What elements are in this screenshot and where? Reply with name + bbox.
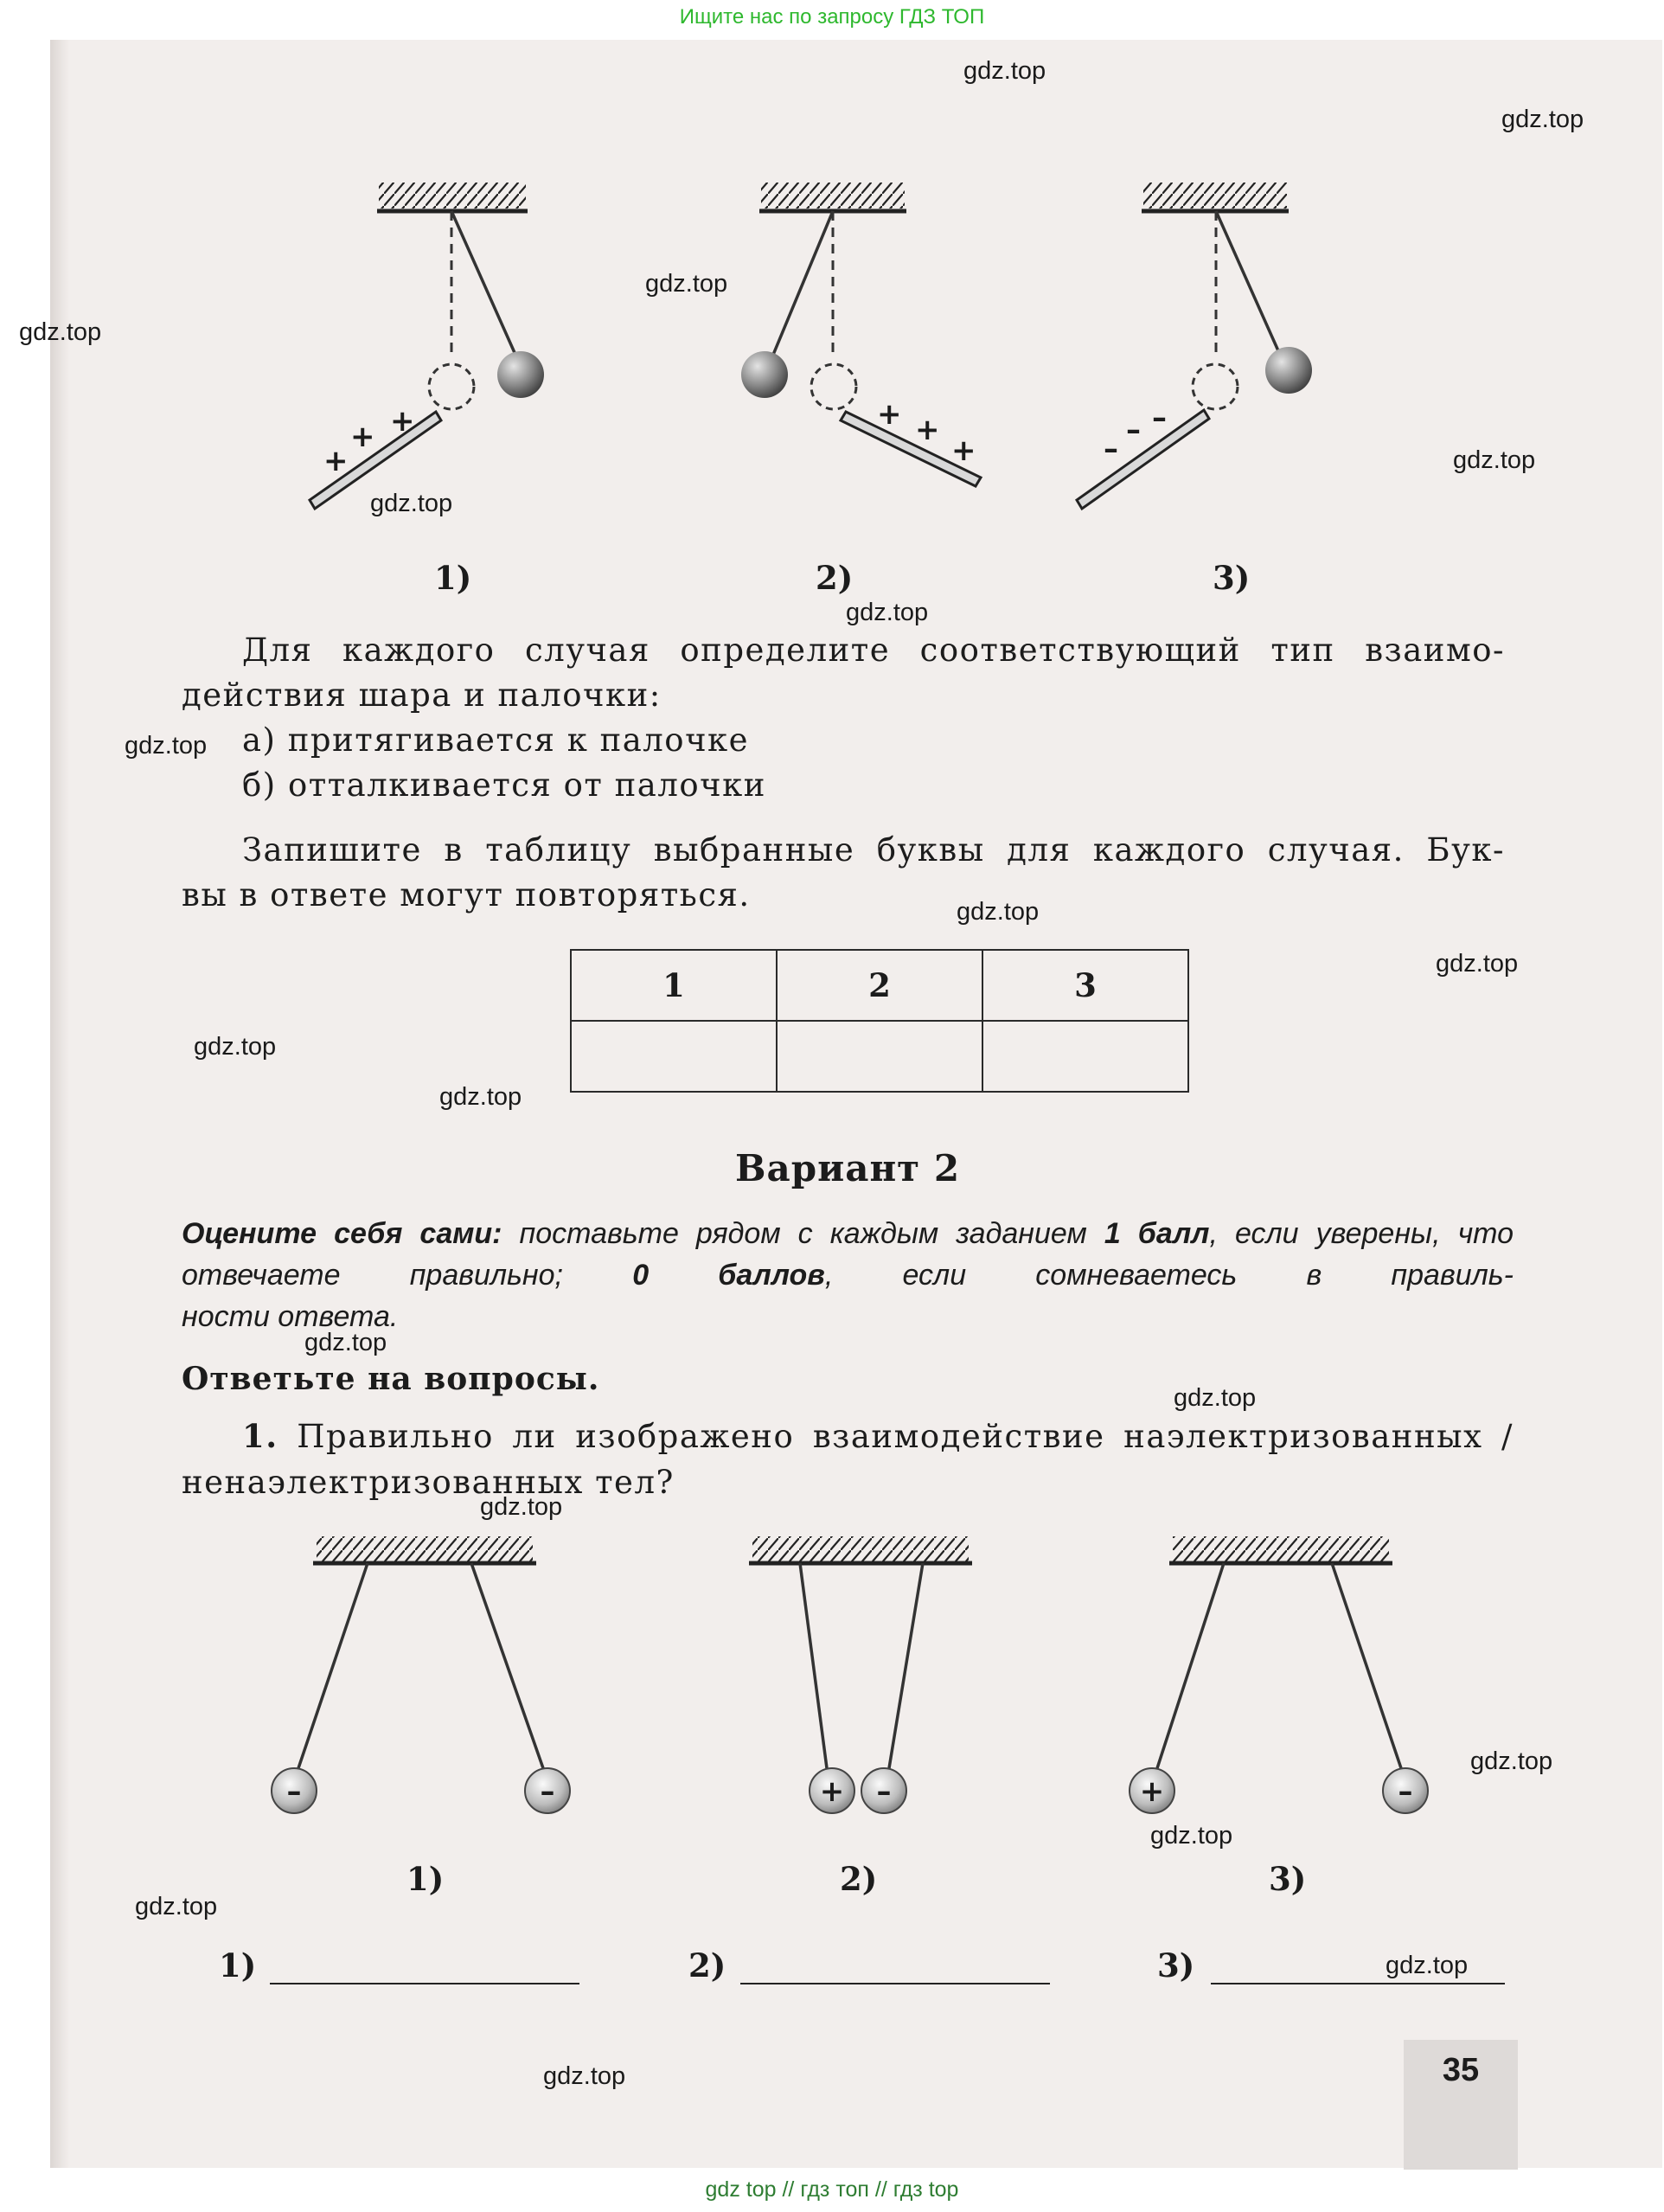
thread-2	[773, 211, 833, 355]
charge-sign: –	[1104, 432, 1118, 466]
charge-sign: –	[286, 1774, 302, 1809]
charge-sign: +	[323, 444, 349, 478]
charge-sign: –	[1152, 401, 1167, 435]
fig1-pendulum-2	[741, 183, 981, 486]
watermark: gdz.top	[125, 732, 208, 760]
option-a: а) притягивается к палочке	[242, 721, 750, 759]
self-check-paragraph: Оцените себя сами: поставьте рядом с каждым заданием 1 балл, если уверены, что отвечаете правильно; 0 баллов, если сомневаетесь в правиль- ности ответа.	[182, 1217, 1514, 1333]
ceiling-hatch-4	[317, 1536, 533, 1562]
watermark: gdz.top	[1174, 1384, 1257, 1412]
charge-sign: +	[350, 420, 375, 454]
fig2-pair-1	[272, 1536, 570, 1813]
page-number: 35	[1442, 2052, 1480, 2088]
fig1-label-3: 3)	[1213, 559, 1251, 597]
watermark: gdz.top	[1453, 446, 1536, 474]
rest-position-2	[811, 364, 856, 409]
watermark: gdz.top	[439, 1083, 522, 1111]
thread-3	[1216, 211, 1280, 355]
answer-prompt: Ответьте на вопросы.	[182, 1361, 600, 1397]
answer-table	[570, 949, 1189, 1093]
watermark: gdz.top	[194, 1033, 277, 1061]
fig1-label-2: 2)	[816, 559, 854, 597]
watermark: gdz.top	[480, 1493, 563, 1521]
answer-line-3[interactable]	[1211, 1983, 1505, 1984]
thread-4a	[298, 1563, 368, 1768]
watermark: gdz.top	[1470, 1747, 1553, 1775]
thread-1	[451, 211, 515, 355]
charge-sign: +	[951, 433, 976, 468]
watermark: gdz.top	[645, 270, 728, 298]
ball-2	[741, 351, 788, 398]
answer-cell[interactable]	[982, 1021, 1188, 1092]
watermark: gdz.top	[304, 1329, 387, 1356]
answer-label-1: 1)	[219, 1946, 257, 1984]
watermark: gdz.top	[1436, 950, 1519, 978]
task-text-line1: Для каждого случая определите соответствующий тип взаимо-	[242, 632, 1505, 669]
answer-table-header: 2	[777, 950, 982, 1021]
thread-4b	[471, 1563, 543, 1768]
thread-6a	[1157, 1563, 1224, 1768]
watermark: gdz.top	[846, 599, 929, 626]
charge-sign: +	[819, 1774, 845, 1809]
thread-5b	[889, 1563, 923, 1768]
rod-3	[1077, 410, 1209, 509]
watermark: gdz.top	[543, 2062, 626, 2090]
watermark: gdz.top	[963, 57, 1046, 85]
ceiling-hatch-1	[379, 183, 526, 208]
self-check-lead: Оцените себя сами:	[182, 1217, 502, 1250]
charge-sign: +	[877, 397, 902, 432]
answer-label-3: 3)	[1157, 1946, 1195, 1984]
ceiling-hatch-5	[752, 1536, 969, 1562]
answer-line-1[interactable]	[270, 1983, 579, 1984]
ball-3	[1265, 347, 1312, 394]
answer-table-header-row	[571, 950, 1188, 1021]
rest-position-3	[1193, 364, 1238, 409]
question-1-line2: ненаэлектризованных тел?	[182, 1464, 675, 1501]
answer-table-input-row	[571, 1021, 1188, 1092]
option-b: б) отталкивается от палочки	[242, 766, 766, 804]
top-banner[interactable]: Ищите нас по запросу ГДЗ ТОП	[679, 5, 985, 29]
fig2-pair-2	[749, 1536, 972, 1813]
answer-label-2: 2)	[688, 1946, 726, 1984]
variant-heading: Вариант 2	[735, 1147, 961, 1189]
question-1-line1: 1. Правильно ли изображено взаимодействие наэлектризованных /	[242, 1417, 1514, 1455]
watermark: gdz.top	[957, 898, 1040, 926]
watermark: gdz.top	[1386, 1952, 1469, 1979]
thread-6b	[1332, 1563, 1401, 1768]
fig1-label-1: 1)	[434, 559, 472, 597]
ceiling-hatch-3	[1143, 183, 1287, 208]
ball-1	[497, 351, 544, 398]
answer-cell[interactable]	[571, 1021, 777, 1092]
charge-sign: +	[1139, 1774, 1165, 1809]
task-text-line3: Запишите в таблицу выбранные буквы для каждого случая. Бук-	[242, 831, 1505, 869]
ceiling-hatch-6	[1173, 1536, 1389, 1562]
charge-sign: –	[876, 1774, 892, 1809]
ceiling-hatch-2	[761, 183, 905, 208]
question-number: 1.	[242, 1417, 278, 1455]
charge-sign: –	[1126, 413, 1141, 447]
fig2-label-1: 1)	[406, 1860, 445, 1898]
fig2-label-2: 2)	[840, 1860, 878, 1898]
thread-5a	[800, 1563, 827, 1768]
bottom-banner[interactable]: gdz top // гдз топ // гдз top	[705, 2177, 959, 2202]
answer-line-2[interactable]	[740, 1983, 1050, 1984]
fig2-label-3: 3)	[1269, 1860, 1307, 1898]
watermark: gdz.top	[135, 1893, 218, 1920]
answer-table-header: 3	[982, 950, 1188, 1021]
watermark: gdz.top	[1501, 106, 1584, 133]
fig2-pair-3	[1130, 1536, 1428, 1813]
answer-table-header: 1	[571, 950, 777, 1021]
rest-position-1	[429, 364, 474, 409]
watermark: gdz.top	[1150, 1822, 1233, 1850]
task-text-line4: вы в ответе могут повторяться.	[182, 876, 751, 914]
charge-sign: –	[540, 1774, 555, 1809]
task-text-line2: действия шара и палочки:	[182, 676, 662, 714]
charge-sign: +	[390, 404, 415, 439]
charge-sign: +	[915, 413, 940, 447]
watermark: gdz.top	[370, 490, 453, 517]
answer-cell[interactable]	[777, 1021, 982, 1092]
charge-sign: –	[1398, 1774, 1413, 1809]
watermark: gdz.top	[19, 318, 102, 346]
